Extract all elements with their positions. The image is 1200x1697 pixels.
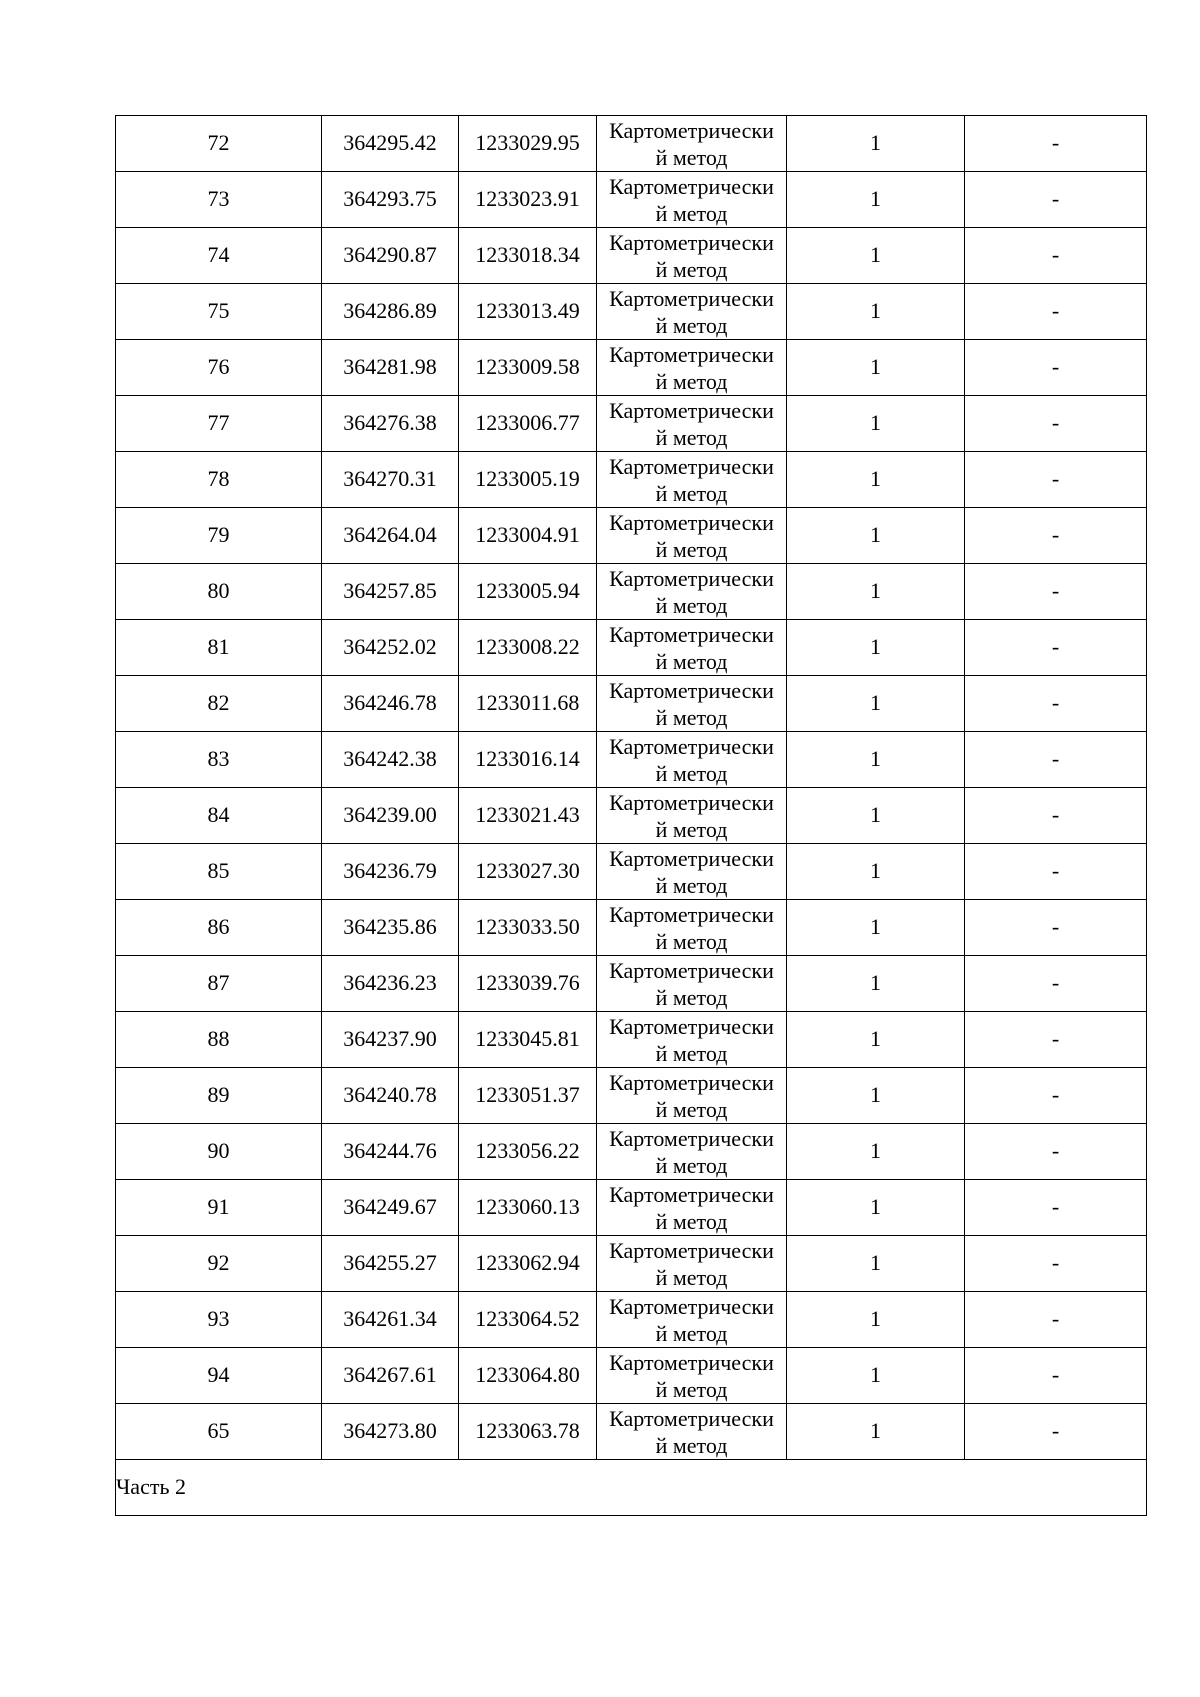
method-line-1: Картометрически <box>609 1181 774 1207</box>
method-line-1: Картометрически <box>609 565 774 591</box>
accuracy-cell: 1 <box>787 1012 965 1068</box>
point-number-cell: 72 <box>116 116 322 172</box>
note-cell: - <box>965 620 1147 676</box>
x-coordinate-cell: 364235.86 <box>322 900 459 956</box>
method-cell <box>597 396 787 452</box>
point-number-cell: 78 <box>116 452 322 508</box>
method-line-1: Картометрически <box>609 621 774 647</box>
method-line-2: й метод <box>655 1320 728 1346</box>
table-row <box>116 900 1147 956</box>
accuracy-cell: 1 <box>787 564 965 620</box>
accuracy-cell: 1 <box>787 172 965 228</box>
method-line-1: Картометрически <box>609 1125 774 1151</box>
accuracy-cell: 1 <box>787 1068 965 1124</box>
y-coordinate-cell: 1233005.19 <box>459 452 597 508</box>
table-row <box>116 956 1147 1012</box>
point-number-cell: 85 <box>116 844 322 900</box>
accuracy-cell: 1 <box>787 1404 965 1460</box>
note-cell: - <box>965 676 1147 732</box>
table-row <box>116 1012 1147 1068</box>
point-number-cell: 91 <box>116 1180 322 1236</box>
x-coordinate-cell: 364295.42 <box>322 116 459 172</box>
x-coordinate-cell: 364270.31 <box>322 452 459 508</box>
x-coordinate-cell: 364264.04 <box>322 508 459 564</box>
method-line-2: й метод <box>655 536 728 562</box>
point-number-cell: 94 <box>116 1348 322 1404</box>
table-row <box>116 116 1147 172</box>
table-row <box>116 340 1147 396</box>
y-coordinate-cell: 1233009.58 <box>459 340 597 396</box>
note-cell: - <box>965 732 1147 788</box>
method-line-2: й метод <box>655 200 728 226</box>
method-cell <box>597 676 787 732</box>
table-row <box>116 228 1147 284</box>
point-number-cell: 81 <box>116 620 322 676</box>
table-row <box>116 1180 1147 1236</box>
coordinates-table <box>115 115 1147 1516</box>
y-coordinate-cell: 1233060.13 <box>459 1180 597 1236</box>
accuracy-cell: 1 <box>787 1124 965 1180</box>
x-coordinate-cell: 364261.34 <box>322 1292 459 1348</box>
method-line-1: Картометрически <box>609 509 774 535</box>
section-label: Часть 2 <box>116 1460 1147 1516</box>
point-number-cell: 82 <box>116 676 322 732</box>
y-coordinate-cell: 1233006.77 <box>459 396 597 452</box>
point-number-cell: 79 <box>116 508 322 564</box>
x-coordinate-cell: 364237.90 <box>322 1012 459 1068</box>
accuracy-cell: 1 <box>787 956 965 1012</box>
method-line-2: й метод <box>655 368 728 394</box>
table-row <box>116 788 1147 844</box>
method-cell <box>597 732 787 788</box>
method-cell <box>597 452 787 508</box>
method-line-1: Картометрически <box>609 229 774 255</box>
method-line-1: Картометрически <box>609 1069 774 1095</box>
table-row <box>116 732 1147 788</box>
note-cell: - <box>965 1068 1147 1124</box>
note-cell: - <box>965 452 1147 508</box>
y-coordinate-cell: 1233033.50 <box>459 900 597 956</box>
method-line-1: Картометрически <box>609 845 774 871</box>
method-line-1: Картометрически <box>609 1349 774 1375</box>
x-coordinate-cell: 364239.00 <box>322 788 459 844</box>
method-line-2: й метод <box>655 256 728 282</box>
method-cell <box>597 1404 787 1460</box>
note-cell: - <box>965 396 1147 452</box>
accuracy-cell: 1 <box>787 1236 965 1292</box>
method-line-2: й метод <box>655 1208 728 1234</box>
point-number-cell: 74 <box>116 228 322 284</box>
y-coordinate-cell: 1233018.34 <box>459 228 597 284</box>
table-row <box>116 284 1147 340</box>
point-number-cell: 84 <box>116 788 322 844</box>
method-line-1: Картометрически <box>609 957 774 983</box>
method-cell <box>597 340 787 396</box>
x-coordinate-cell: 364257.85 <box>322 564 459 620</box>
note-cell: - <box>965 340 1147 396</box>
table-row <box>116 1236 1147 1292</box>
accuracy-cell: 1 <box>787 620 965 676</box>
note-cell: - <box>965 172 1147 228</box>
method-line-2: й метод <box>655 592 728 618</box>
note-cell: - <box>965 844 1147 900</box>
note-cell: - <box>965 284 1147 340</box>
method-line-2: й метод <box>655 872 728 898</box>
note-cell: - <box>965 788 1147 844</box>
method-cell <box>597 1292 787 1348</box>
method-line-1: Картометрически <box>609 117 774 143</box>
method-line-2: й метод <box>655 480 728 506</box>
accuracy-cell: 1 <box>787 228 965 284</box>
method-line-2: й метод <box>655 1264 728 1290</box>
x-coordinate-cell: 364293.75 <box>322 172 459 228</box>
method-line-1: Картометрически <box>609 1013 774 1039</box>
y-coordinate-cell: 1233062.94 <box>459 1236 597 1292</box>
accuracy-cell: 1 <box>787 844 965 900</box>
note-cell: - <box>965 1348 1147 1404</box>
y-coordinate-cell: 1233029.95 <box>459 116 597 172</box>
table-row <box>116 452 1147 508</box>
table-row <box>116 1404 1147 1460</box>
method-cell <box>597 844 787 900</box>
table-row <box>116 508 1147 564</box>
accuracy-cell: 1 <box>787 508 965 564</box>
note-cell: - <box>965 1124 1147 1180</box>
point-number-cell: 76 <box>116 340 322 396</box>
point-number-cell: 90 <box>116 1124 322 1180</box>
method-cell <box>597 620 787 676</box>
point-number-cell: 77 <box>116 396 322 452</box>
accuracy-cell: 1 <box>787 1180 965 1236</box>
point-number-cell: 86 <box>116 900 322 956</box>
method-cell <box>597 900 787 956</box>
x-coordinate-cell: 364286.89 <box>322 284 459 340</box>
method-cell <box>597 1068 787 1124</box>
method-cell <box>597 1180 787 1236</box>
accuracy-cell: 1 <box>787 1348 965 1404</box>
method-cell <box>597 1236 787 1292</box>
accuracy-cell: 1 <box>787 1292 965 1348</box>
point-number-cell: 89 <box>116 1068 322 1124</box>
method-line-1: Картометрически <box>609 901 774 927</box>
accuracy-cell: 1 <box>787 788 965 844</box>
note-cell: - <box>965 116 1147 172</box>
method-line-2: й метод <box>655 1096 728 1122</box>
method-cell <box>597 564 787 620</box>
note-cell: - <box>965 228 1147 284</box>
method-line-2: й метод <box>655 1432 728 1458</box>
point-number-cell: 92 <box>116 1236 322 1292</box>
method-line-2: й метод <box>655 424 728 450</box>
x-coordinate-cell: 364249.67 <box>322 1180 459 1236</box>
point-number-cell: 73 <box>116 172 322 228</box>
table-row <box>116 172 1147 228</box>
point-number-cell: 80 <box>116 564 322 620</box>
accuracy-cell: 1 <box>787 676 965 732</box>
table-row <box>116 676 1147 732</box>
note-cell: - <box>965 1012 1147 1068</box>
note-cell: - <box>965 1180 1147 1236</box>
method-cell <box>597 116 787 172</box>
x-coordinate-cell: 364281.98 <box>322 340 459 396</box>
x-coordinate-cell: 364236.79 <box>322 844 459 900</box>
method-line-2: й метод <box>655 1040 728 1066</box>
point-number-cell: 75 <box>116 284 322 340</box>
method-line-2: й метод <box>655 144 728 170</box>
x-coordinate-cell: 364244.76 <box>322 1124 459 1180</box>
table-row <box>116 1292 1147 1348</box>
x-coordinate-cell: 364252.02 <box>322 620 459 676</box>
point-number-cell: 93 <box>116 1292 322 1348</box>
method-line-2: й метод <box>655 760 728 786</box>
table-row <box>116 844 1147 900</box>
accuracy-cell: 1 <box>787 396 965 452</box>
y-coordinate-cell: 1233045.81 <box>459 1012 597 1068</box>
y-coordinate-cell: 1233056.22 <box>459 1124 597 1180</box>
table-footer-row <box>116 1460 1147 1516</box>
y-coordinate-cell: 1233027.30 <box>459 844 597 900</box>
method-cell <box>597 284 787 340</box>
method-line-2: й метод <box>655 312 728 338</box>
accuracy-cell: 1 <box>787 732 965 788</box>
table-row <box>116 1124 1147 1180</box>
table-row <box>116 564 1147 620</box>
x-coordinate-cell: 364267.61 <box>322 1348 459 1404</box>
accuracy-cell: 1 <box>787 452 965 508</box>
y-coordinate-cell: 1233051.37 <box>459 1068 597 1124</box>
y-coordinate-cell: 1233005.94 <box>459 564 597 620</box>
note-cell: - <box>965 1236 1147 1292</box>
method-cell <box>597 788 787 844</box>
accuracy-cell: 1 <box>787 284 965 340</box>
method-line-1: Картометрически <box>609 789 774 815</box>
x-coordinate-cell: 364273.80 <box>322 1404 459 1460</box>
method-line-2: й метод <box>655 1152 728 1178</box>
y-coordinate-cell: 1233064.52 <box>459 1292 597 1348</box>
method-line-2: й метод <box>655 648 728 674</box>
y-coordinate-cell: 1233011.68 <box>459 676 597 732</box>
method-line-1: Картометрически <box>609 1293 774 1319</box>
x-coordinate-cell: 364276.38 <box>322 396 459 452</box>
note-cell: - <box>965 1404 1147 1460</box>
table-row <box>116 620 1147 676</box>
method-cell <box>597 172 787 228</box>
method-line-1: Картометрически <box>609 1405 774 1431</box>
method-line-2: й метод <box>655 928 728 954</box>
point-number-cell: 83 <box>116 732 322 788</box>
x-coordinate-cell: 364240.78 <box>322 1068 459 1124</box>
y-coordinate-cell: 1233039.76 <box>459 956 597 1012</box>
x-coordinate-cell: 364242.38 <box>322 732 459 788</box>
y-coordinate-cell: 1233064.80 <box>459 1348 597 1404</box>
method-cell <box>597 228 787 284</box>
method-line-2: й метод <box>655 816 728 842</box>
method-cell <box>597 1124 787 1180</box>
point-number-cell: 88 <box>116 1012 322 1068</box>
y-coordinate-cell: 1233013.49 <box>459 284 597 340</box>
note-cell: - <box>965 900 1147 956</box>
method-line-1: Картометрически <box>609 733 774 759</box>
method-line-1: Картометрически <box>609 173 774 199</box>
y-coordinate-cell: 1233063.78 <box>459 1404 597 1460</box>
table-row <box>116 1068 1147 1124</box>
table-row <box>116 1348 1147 1404</box>
method-line-1: Картометрически <box>609 341 774 367</box>
y-coordinate-cell: 1233016.14 <box>459 732 597 788</box>
x-coordinate-cell: 364255.27 <box>322 1236 459 1292</box>
accuracy-cell: 1 <box>787 116 965 172</box>
method-cell <box>597 508 787 564</box>
accuracy-cell: 1 <box>787 340 965 396</box>
method-line-1: Картометрически <box>609 285 774 311</box>
coordinates-table-body <box>116 116 1147 1516</box>
method-line-1: Картометрически <box>609 1237 774 1263</box>
y-coordinate-cell: 1233023.91 <box>459 172 597 228</box>
x-coordinate-cell: 364236.23 <box>322 956 459 1012</box>
method-cell <box>597 1012 787 1068</box>
method-line-2: й метод <box>655 1376 728 1402</box>
point-number-cell: 65 <box>116 1404 322 1460</box>
note-cell: - <box>965 956 1147 1012</box>
method-line-2: й метод <box>655 704 728 730</box>
method-cell <box>597 956 787 1012</box>
method-cell <box>597 1348 787 1404</box>
y-coordinate-cell: 1233008.22 <box>459 620 597 676</box>
note-cell: - <box>965 1292 1147 1348</box>
method-line-1: Картометрически <box>609 677 774 703</box>
method-line-1: Картометрически <box>609 397 774 423</box>
y-coordinate-cell: 1233021.43 <box>459 788 597 844</box>
method-line-1: Картометрически <box>609 453 774 479</box>
y-coordinate-cell: 1233004.91 <box>459 508 597 564</box>
x-coordinate-cell: 364290.87 <box>322 228 459 284</box>
accuracy-cell: 1 <box>787 900 965 956</box>
note-cell: - <box>965 508 1147 564</box>
note-cell: - <box>965 564 1147 620</box>
table-row <box>116 396 1147 452</box>
method-line-2: й метод <box>655 984 728 1010</box>
point-number-cell: 87 <box>116 956 322 1012</box>
x-coordinate-cell: 364246.78 <box>322 676 459 732</box>
